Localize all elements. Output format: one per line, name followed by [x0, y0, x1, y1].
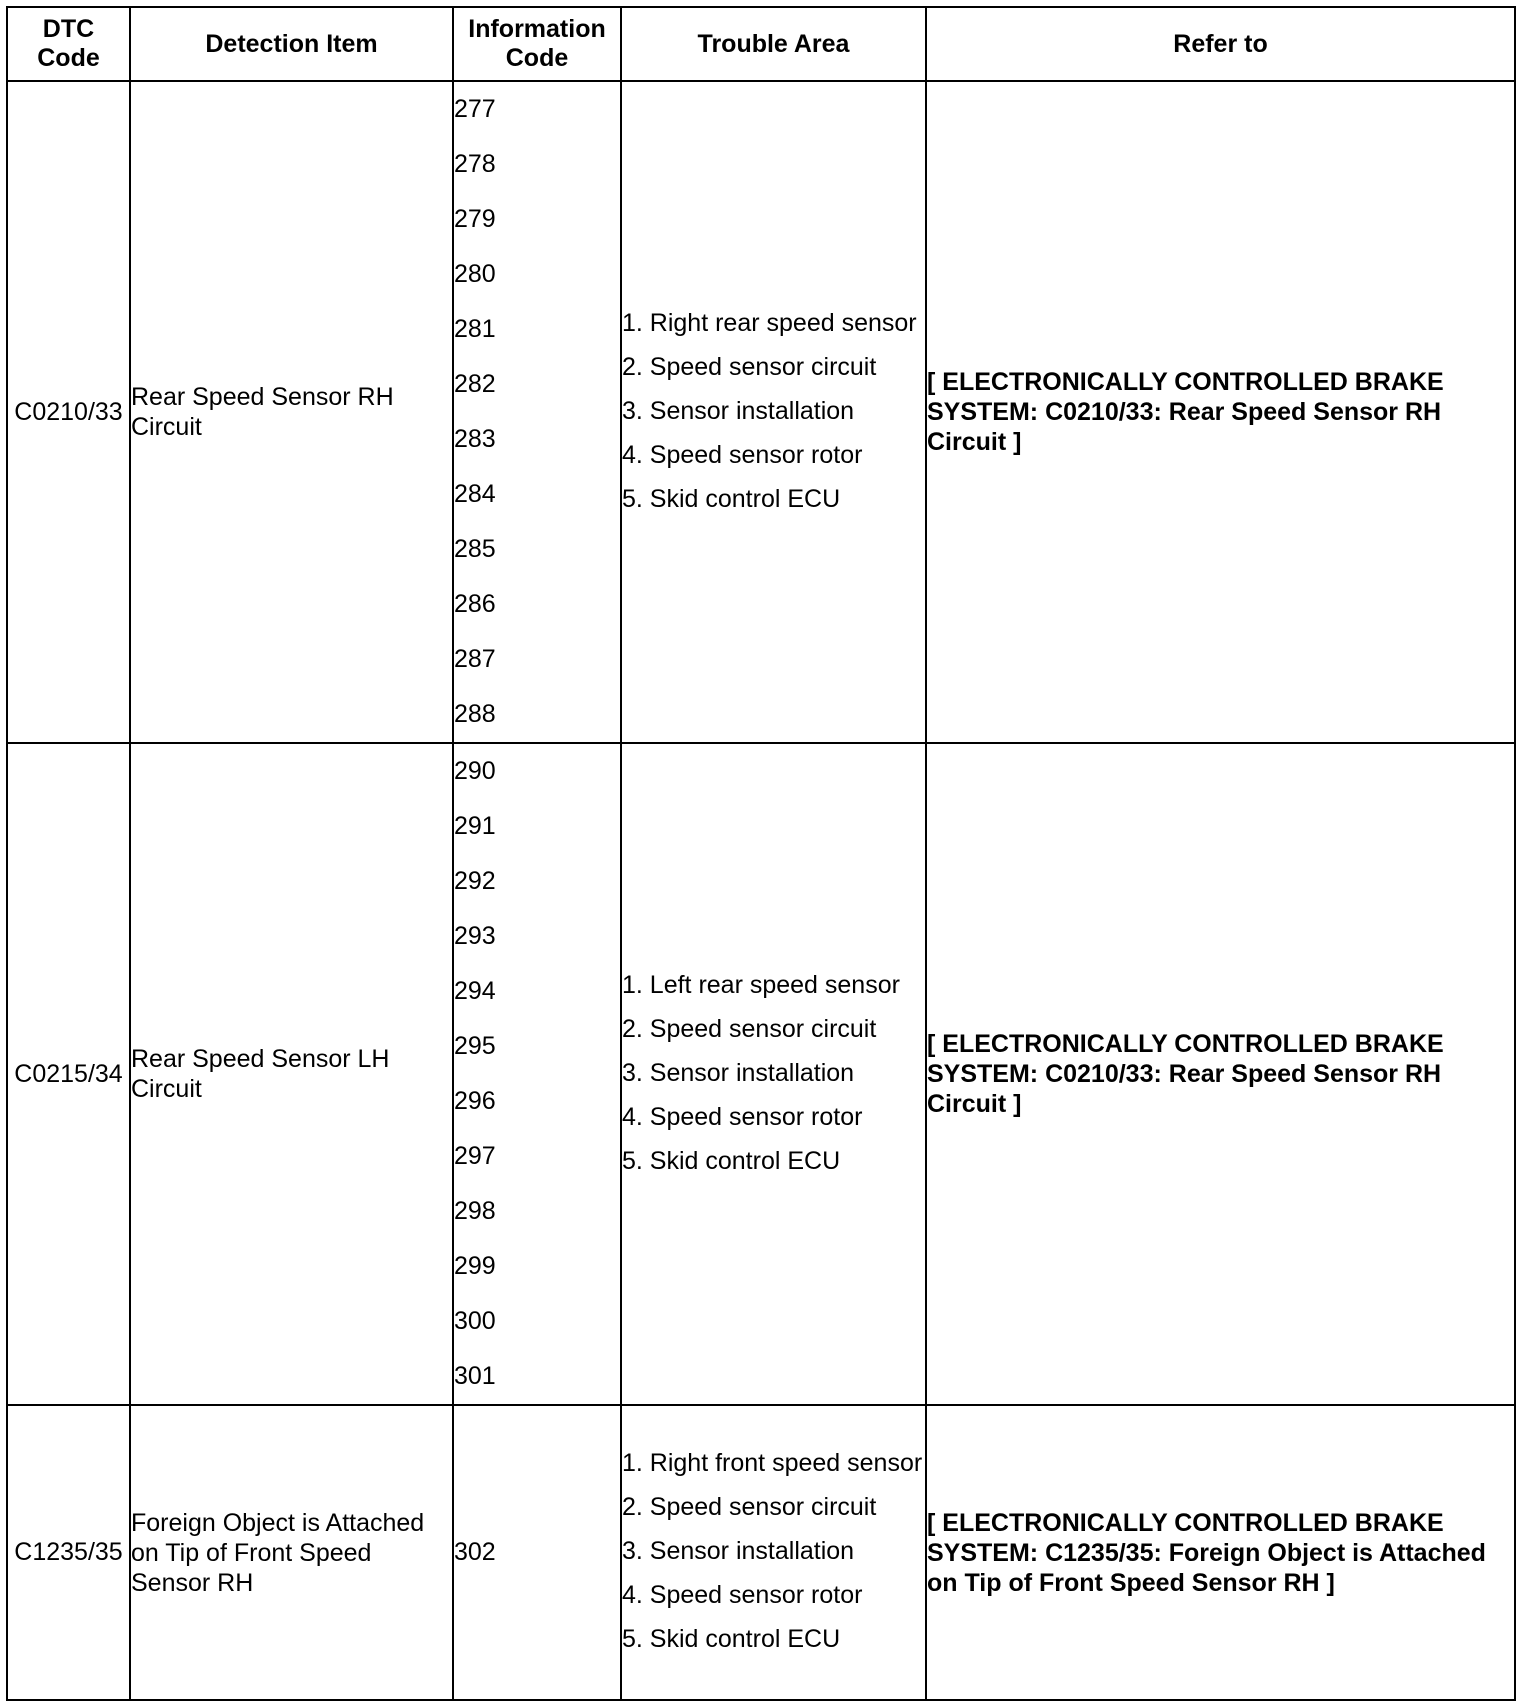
dtc-code-cell: C0215/34 — [7, 743, 130, 1405]
table-row — [7, 81, 1515, 743]
information-code: 297 — [454, 1142, 496, 1170]
information-code: 282 — [454, 370, 496, 398]
information-code: 293 — [454, 922, 496, 950]
trouble-area-item: 3. Sensor installation — [622, 1537, 855, 1565]
trouble-area-cell — [621, 743, 926, 1405]
information-code: 286 — [454, 590, 496, 618]
header-dtc-code-line2: Code — [37, 44, 100, 72]
information-code: 284 — [454, 480, 496, 508]
refer-to-link[interactable]: [ ELECTRONICALLY CONTROLLED BRAKE SYSTEM: C0210/33: Rear Speed Sensor RH Circuit ] — [926, 81, 1515, 743]
trouble-area-item: 4. Speed sensor rotor — [622, 440, 863, 469]
information-code: 277 — [454, 95, 496, 123]
information-code: 296 — [454, 1087, 496, 1115]
information-code: 295 — [454, 1032, 496, 1060]
trouble-area-cell — [621, 1405, 926, 1700]
information-code: 294 — [454, 977, 496, 1005]
information-code-cell — [453, 743, 621, 1405]
trouble-area-item: 2. Speed sensor circuit — [622, 352, 877, 381]
detection-item-cell: Rear Speed Sensor RH Circuit — [130, 81, 453, 743]
detection-item-cell: Foreign Object is Attached on Tip of Front Speed Sensor RH — [130, 1405, 453, 1700]
trouble-area-item: 5. Skid control ECU — [622, 484, 841, 513]
information-code: 280 — [454, 260, 496, 288]
trouble-area-item: 3. Sensor installation — [622, 1058, 855, 1087]
trouble-area-item: 5. Skid control ECU — [622, 1625, 841, 1653]
table-row — [7, 743, 1515, 1405]
information-code: 299 — [454, 1252, 496, 1280]
trouble-area-cell — [621, 81, 926, 743]
trouble-area-item: 4. Speed sensor rotor — [622, 1581, 863, 1609]
header-information-code-line1: Information — [468, 15, 606, 43]
trouble-area-item: 2. Speed sensor circuit — [622, 1493, 877, 1521]
information-code: 291 — [454, 812, 496, 840]
information-code-cell — [453, 1405, 621, 1700]
trouble-area-item: 3. Sensor installation — [622, 396, 855, 425]
information-code: 300 — [454, 1307, 496, 1335]
information-code: 292 — [454, 867, 496, 895]
information-code: 302 — [454, 1538, 496, 1566]
header-refer-to: Refer to — [926, 7, 1515, 81]
information-code-cell — [453, 81, 621, 743]
information-code: 285 — [454, 535, 496, 563]
trouble-area-item: 5. Skid control ECU — [622, 1146, 841, 1175]
trouble-area-item: 2. Speed sensor circuit — [622, 1014, 877, 1043]
dtc-code-cell: C0210/33 — [7, 81, 130, 743]
information-code: 279 — [454, 205, 496, 233]
header-information-code-line2: Code — [505, 44, 569, 72]
trouble-area-item: 1. Left rear speed sensor — [622, 970, 900, 999]
information-code: 290 — [454, 757, 496, 785]
header-detection-item: Detection Item — [130, 7, 453, 81]
dtc-code-cell: C1235/35 — [7, 1405, 130, 1700]
refer-to-link[interactable]: [ ELECTRONICALLY CONTROLLED BRAKE SYSTEM: C1235/35: Foreign Object is Attached on Tip of Front Speed Sensor RH ] — [926, 1405, 1515, 1700]
information-code: 287 — [454, 645, 496, 673]
header-dtc-code — [7, 7, 130, 81]
dtc-table — [6, 6, 1516, 1701]
header-dtc-code-line1: DTC — [42, 15, 95, 43]
information-code: 288 — [454, 700, 496, 728]
information-code: 283 — [454, 425, 496, 453]
information-code: 301 — [454, 1362, 496, 1390]
table-row — [7, 1405, 1515, 1700]
information-code: 298 — [454, 1197, 496, 1225]
information-code: 281 — [454, 315, 496, 343]
trouble-area-item: 1. Right front speed sensor — [622, 1449, 923, 1477]
detection-item-cell: Rear Speed Sensor LH Circuit — [130, 743, 453, 1405]
header-trouble-area: Trouble Area — [621, 7, 926, 81]
refer-to-link[interactable]: [ ELECTRONICALLY CONTROLLED BRAKE SYSTEM: C0210/33: Rear Speed Sensor RH Circuit ] — [926, 743, 1515, 1405]
trouble-area-item: 1. Right rear speed sensor — [622, 308, 917, 337]
trouble-area-item: 4. Speed sensor rotor — [622, 1102, 863, 1131]
information-code: 278 — [454, 150, 496, 178]
header-information-code — [453, 7, 621, 81]
table-header-row — [7, 7, 1515, 81]
